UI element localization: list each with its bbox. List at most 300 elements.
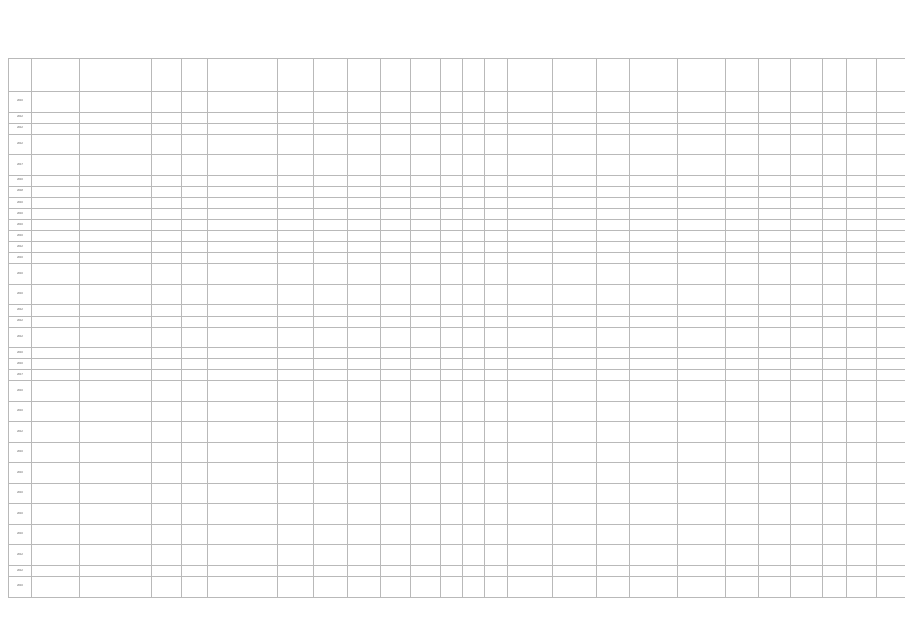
table-cell — [80, 284, 152, 305]
table-cell — [630, 348, 678, 359]
table-cell — [348, 112, 381, 123]
table-cell — [678, 92, 726, 113]
table-cell — [485, 123, 508, 134]
table-cell — [847, 422, 877, 443]
table-cell — [823, 264, 847, 285]
table-cell — [80, 565, 152, 576]
table-cell — [726, 565, 759, 576]
table-cell — [411, 483, 441, 504]
table-cell — [80, 524, 152, 545]
table-row — [9, 92, 905, 113]
table-cell — [553, 565, 597, 576]
table-cell — [847, 577, 877, 598]
table-cell — [80, 242, 152, 253]
table-cell — [759, 327, 791, 348]
column-header — [508, 59, 553, 92]
table-row — [9, 381, 905, 402]
table-cell — [678, 242, 726, 253]
table-row — [9, 175, 905, 186]
table-cell — [152, 242, 182, 253]
table-cell — [182, 284, 208, 305]
table-cell — [381, 208, 411, 219]
table-cell — [485, 112, 508, 123]
table-cell: 2016 — [9, 92, 32, 113]
table-cell — [381, 422, 411, 443]
table-cell — [485, 242, 508, 253]
table-cell — [348, 231, 381, 242]
table-cell — [278, 175, 314, 186]
table-cell — [152, 565, 182, 576]
table-row — [9, 565, 905, 576]
table-cell — [823, 134, 847, 155]
table-row — [9, 112, 905, 123]
table-cell — [877, 134, 905, 155]
table-cell — [877, 92, 905, 113]
table-cell — [630, 401, 678, 422]
table-row — [9, 442, 905, 463]
table-cell — [411, 401, 441, 422]
table-cell — [152, 123, 182, 134]
table-cell — [441, 422, 463, 443]
table-cell — [485, 442, 508, 463]
table-cell — [32, 348, 80, 359]
table-cell — [411, 442, 441, 463]
table-cell — [348, 504, 381, 525]
table-cell — [553, 545, 597, 566]
table-cell — [791, 545, 823, 566]
table-cell — [485, 253, 508, 264]
table-cell — [80, 504, 152, 525]
table-cell — [759, 123, 791, 134]
table-cell — [463, 208, 485, 219]
table-cell — [630, 220, 678, 231]
table-row — [9, 253, 905, 264]
table-cell — [348, 348, 381, 359]
table-cell — [411, 242, 441, 253]
table-cell — [348, 134, 381, 155]
table-cell — [182, 381, 208, 402]
table-cell — [823, 442, 847, 463]
table-cell — [597, 220, 630, 231]
table-cell — [278, 264, 314, 285]
table-cell — [726, 253, 759, 264]
table-cell — [463, 524, 485, 545]
table-cell — [508, 134, 553, 155]
table-cell — [208, 220, 278, 231]
table-cell — [597, 577, 630, 598]
table-row — [9, 504, 905, 525]
table-cell — [597, 348, 630, 359]
table-cell — [823, 197, 847, 208]
table-cell — [278, 504, 314, 525]
table-cell — [32, 381, 80, 402]
table-cell — [791, 123, 823, 134]
table-cell — [152, 370, 182, 381]
table-cell — [759, 370, 791, 381]
table-cell — [630, 231, 678, 242]
table-cell — [152, 92, 182, 113]
table-cell — [441, 155, 463, 176]
table-cell — [32, 123, 80, 134]
table-cell — [508, 370, 553, 381]
table-cell — [877, 463, 905, 484]
table-cell — [726, 545, 759, 566]
table-cell — [759, 359, 791, 370]
table-cell — [152, 208, 182, 219]
table-cell — [32, 305, 80, 316]
table-row — [9, 524, 905, 545]
table-cell — [847, 327, 877, 348]
table-cell — [553, 316, 597, 327]
table-cell — [441, 401, 463, 422]
table-cell — [877, 186, 905, 197]
column-header — [9, 59, 32, 92]
table-cell — [726, 442, 759, 463]
table-cell — [630, 577, 678, 598]
table-cell — [463, 242, 485, 253]
table-cell — [278, 316, 314, 327]
table-cell — [726, 231, 759, 242]
table-cell — [182, 264, 208, 285]
table-cell — [508, 442, 553, 463]
table-cell — [441, 197, 463, 208]
table-cell — [182, 565, 208, 576]
table-header — [9, 59, 905, 92]
table-cell — [32, 442, 80, 463]
table-cell — [463, 401, 485, 422]
table-cell — [411, 524, 441, 545]
table-cell — [791, 175, 823, 186]
table-cell — [553, 155, 597, 176]
table-cell — [80, 197, 152, 208]
table-cell — [847, 370, 877, 381]
table-cell — [182, 242, 208, 253]
table-cell — [32, 545, 80, 566]
table-cell — [278, 134, 314, 155]
table-cell — [678, 197, 726, 208]
table-cell — [678, 401, 726, 422]
table-cell — [877, 359, 905, 370]
table-cell — [630, 483, 678, 504]
table-cell — [314, 264, 348, 285]
table-cell — [182, 348, 208, 359]
table-cell — [847, 504, 877, 525]
table-cell — [152, 504, 182, 525]
table-cell — [630, 305, 678, 316]
table-cell — [348, 242, 381, 253]
table-cell: 2016 — [9, 381, 32, 402]
table-row — [9, 242, 905, 253]
table-cell — [152, 155, 182, 176]
table-cell — [485, 504, 508, 525]
table-cell — [726, 524, 759, 545]
table-cell — [485, 155, 508, 176]
table-cell — [877, 112, 905, 123]
table-cell — [823, 545, 847, 566]
column-header — [485, 59, 508, 92]
table-row — [9, 422, 905, 443]
table-cell — [32, 242, 80, 253]
table-row — [9, 463, 905, 484]
table-cell — [485, 370, 508, 381]
table-cell — [630, 197, 678, 208]
table-cell — [791, 305, 823, 316]
table-cell — [508, 401, 553, 422]
table-cell — [463, 359, 485, 370]
table-cell: 2012 — [9, 134, 32, 155]
table-row — [9, 483, 905, 504]
table-cell — [182, 483, 208, 504]
table-cell — [411, 253, 441, 264]
table-cell — [463, 422, 485, 443]
table-cell — [381, 175, 411, 186]
table-cell — [278, 123, 314, 134]
table-cell — [32, 316, 80, 327]
table-cell — [508, 264, 553, 285]
table-cell — [208, 316, 278, 327]
table-cell — [597, 504, 630, 525]
table-cell — [463, 370, 485, 381]
table-cell — [823, 305, 847, 316]
table-cell — [32, 175, 80, 186]
table-cell — [463, 197, 485, 208]
table-cell: 2017 — [9, 370, 32, 381]
table-cell — [208, 284, 278, 305]
table-cell: 2016 — [9, 401, 32, 422]
table-cell — [278, 155, 314, 176]
table-cell — [278, 92, 314, 113]
table-cell — [597, 197, 630, 208]
table-cell — [597, 134, 630, 155]
table-cell — [630, 370, 678, 381]
table-cell — [847, 463, 877, 484]
table-cell — [823, 186, 847, 197]
table-cell — [485, 327, 508, 348]
table-cell — [381, 545, 411, 566]
table-cell — [278, 242, 314, 253]
table-cell — [508, 463, 553, 484]
table-cell — [208, 565, 278, 576]
table-cell — [411, 264, 441, 285]
table-cell — [411, 463, 441, 484]
table-cell — [411, 175, 441, 186]
table-cell — [182, 92, 208, 113]
table-cell — [678, 370, 726, 381]
table-cell — [823, 316, 847, 327]
column-header — [597, 59, 630, 92]
table-cell — [630, 186, 678, 197]
table-cell — [441, 284, 463, 305]
table-cell — [759, 316, 791, 327]
table-cell — [759, 112, 791, 123]
table-cell: 2016 — [9, 348, 32, 359]
table-cell — [485, 577, 508, 598]
table-cell — [463, 316, 485, 327]
table-cell — [182, 231, 208, 242]
table-cell — [823, 220, 847, 231]
table-cell — [678, 284, 726, 305]
table-cell — [791, 577, 823, 598]
table-cell — [553, 253, 597, 264]
table-cell — [877, 305, 905, 316]
table-row — [9, 134, 905, 155]
table-cell — [152, 463, 182, 484]
table-cell — [508, 577, 553, 598]
table-cell — [847, 264, 877, 285]
table-cell — [759, 155, 791, 176]
table-cell: 2017 — [9, 155, 32, 176]
table-cell — [877, 577, 905, 598]
table-cell — [152, 327, 182, 348]
table-cell — [553, 264, 597, 285]
column-header — [182, 59, 208, 92]
table-cell — [348, 316, 381, 327]
table-cell — [678, 175, 726, 186]
table-cell — [208, 524, 278, 545]
table-cell — [182, 463, 208, 484]
table-cell — [553, 186, 597, 197]
table-cell — [278, 577, 314, 598]
table-cell — [411, 134, 441, 155]
table-cell — [411, 316, 441, 327]
table-cell — [877, 175, 905, 186]
table-cell — [80, 577, 152, 598]
table-cell — [678, 348, 726, 359]
table-cell — [463, 483, 485, 504]
table-cell — [152, 175, 182, 186]
table-cell — [485, 422, 508, 443]
table-cell — [411, 348, 441, 359]
table-cell — [485, 92, 508, 113]
table-cell — [823, 401, 847, 422]
table-cell — [441, 264, 463, 285]
table-cell — [32, 422, 80, 443]
table-cell — [823, 504, 847, 525]
table-cell — [597, 264, 630, 285]
table-cell — [208, 186, 278, 197]
table-cell — [823, 284, 847, 305]
table-cell — [847, 348, 877, 359]
table-cell — [182, 545, 208, 566]
table-cell — [32, 327, 80, 348]
table-cell — [208, 483, 278, 504]
table-cell — [278, 253, 314, 264]
table-cell — [759, 381, 791, 402]
table-cell — [32, 253, 80, 264]
table-cell — [441, 463, 463, 484]
table-body — [9, 92, 905, 598]
table-cell — [278, 422, 314, 443]
table-cell — [508, 483, 553, 504]
table-cell — [823, 422, 847, 443]
table-cell — [877, 208, 905, 219]
table-cell — [381, 231, 411, 242]
table-cell — [678, 483, 726, 504]
table-cell — [208, 504, 278, 525]
table-cell — [80, 112, 152, 123]
table-cell — [411, 186, 441, 197]
table-cell — [80, 208, 152, 219]
table-row — [9, 155, 905, 176]
table-cell — [678, 359, 726, 370]
table-cell — [314, 545, 348, 566]
table-cell — [791, 348, 823, 359]
table-cell — [847, 155, 877, 176]
table-cell — [182, 504, 208, 525]
table-cell — [208, 370, 278, 381]
table-cell — [508, 186, 553, 197]
table-cell — [759, 197, 791, 208]
table-cell — [726, 327, 759, 348]
table-cell — [32, 463, 80, 484]
table-cell — [80, 483, 152, 504]
table-cell — [726, 381, 759, 402]
table-cell — [314, 565, 348, 576]
table-cell — [381, 284, 411, 305]
table-cell — [726, 401, 759, 422]
table-cell — [80, 155, 152, 176]
table-cell — [32, 264, 80, 285]
table-cell — [791, 197, 823, 208]
column-header — [208, 59, 278, 92]
table-cell — [823, 577, 847, 598]
table-cell — [759, 231, 791, 242]
table-cell — [791, 504, 823, 525]
column-header — [823, 59, 847, 92]
table-cell — [411, 123, 441, 134]
table-cell — [877, 264, 905, 285]
table-cell — [182, 577, 208, 598]
table-cell — [759, 92, 791, 113]
table-cell — [441, 483, 463, 504]
table-cell — [208, 197, 278, 208]
table-cell — [726, 463, 759, 484]
table-cell — [441, 348, 463, 359]
table-cell — [877, 155, 905, 176]
table-cell — [726, 123, 759, 134]
table-cell — [508, 381, 553, 402]
table-cell — [80, 381, 152, 402]
table-cell — [314, 577, 348, 598]
table-cell — [759, 483, 791, 504]
table-cell — [485, 401, 508, 422]
table-cell — [630, 565, 678, 576]
table-cell — [553, 231, 597, 242]
table-cell — [441, 123, 463, 134]
table-cell — [630, 327, 678, 348]
table-cell — [208, 253, 278, 264]
table-cell — [823, 370, 847, 381]
table-cell — [411, 155, 441, 176]
table-cell — [32, 504, 80, 525]
table-cell — [678, 123, 726, 134]
table-cell — [791, 112, 823, 123]
table-cell — [32, 155, 80, 176]
table-cell — [348, 264, 381, 285]
table-cell — [791, 253, 823, 264]
table-cell — [463, 442, 485, 463]
table-cell — [208, 348, 278, 359]
table-cell: 2016 — [9, 220, 32, 231]
table-cell — [182, 305, 208, 316]
table-cell — [441, 442, 463, 463]
table-cell — [411, 197, 441, 208]
table-cell — [630, 442, 678, 463]
table-cell — [278, 524, 314, 545]
table-cell — [508, 220, 553, 231]
table-cell — [314, 524, 348, 545]
table-cell — [726, 186, 759, 197]
